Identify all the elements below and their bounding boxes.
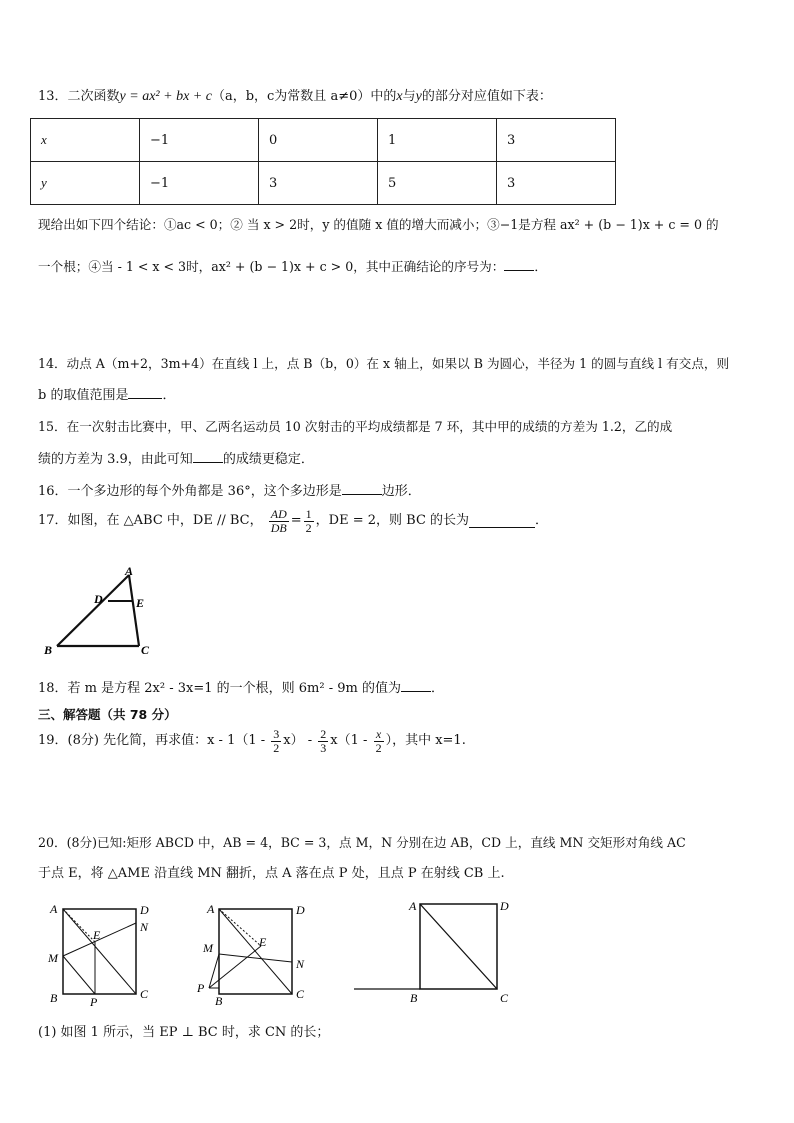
label-e: E — [136, 596, 145, 610]
svg-text:B: B — [50, 991, 58, 1005]
table-row — [31, 162, 616, 205]
dashed-ae — [219, 909, 261, 946]
q13-header: 13．二次函数y = ax² + bx + c（a，b，c为常数且 a≠0）中的x与y的部分对应值如下表： — [38, 89, 552, 104]
svg-text:B: B — [410, 991, 418, 1005]
q20-figure-2 — [195, 896, 320, 1008]
answer-blank[interactable] — [504, 258, 534, 271]
q13-conclusions-line1: 现给出如下四个结论：①ac < 0；② 当 x > 2时，y 的值随 x 值的增大而减小；③−1是方程 ax² + (b − 1)x + c = 0 的 — [38, 217, 719, 232]
side-ab — [57, 575, 129, 646]
svg-text:N: N — [296, 957, 305, 971]
q18-line: 18．若 m 是方程 2x² - 3x=1 的一个根，则 6m² - 9m 的值为 ． — [38, 681, 444, 696]
svg-text:D: D — [500, 899, 509, 913]
q20-line1: 20．(8分)已知:矩形 ABCD 中，AB = 4，BC = 3，点 M，N 分别在边 AB，CD 上，直线 MN 交矩形对角线 AC — [38, 835, 686, 850]
table-cell: 0 — [259, 119, 378, 162]
answer-blank[interactable] — [401, 679, 431, 692]
fraction-half: $\frac{1}{2}$ — [305, 507, 312, 536]
svg-text:P: P — [90, 995, 98, 1008]
table-cell: x — [31, 119, 140, 162]
diagonal-ac — [219, 909, 292, 994]
fraction-x-2: $\frac{x}{2}$ — [375, 727, 382, 756]
section-title: 三、解答题（共 78 分） — [38, 707, 177, 722]
fraction-2-3: $\frac{2}{3}$ — [320, 727, 327, 756]
q20-line2: 于点 E，将 △AME 沿直线 MN 翻折，点 A 落在点 P 处，且点 P 在射线 CB 上. — [38, 866, 505, 881]
q20-figure-3 — [350, 896, 530, 1008]
side-ac — [129, 575, 139, 646]
q13-value-table — [30, 118, 616, 205]
svg-text:N: N — [140, 920, 149, 934]
svg-text:M: M — [48, 951, 58, 965]
q13-conclusions-line2: 一个根；④当 - 1 < x < 3时，ax² + (b − 1)x + c > 0，其中正确结论的序号为： ． — [38, 259, 547, 274]
table-cell: −1 — [140, 162, 259, 205]
svg-text:D: D — [140, 903, 149, 917]
answer-blank[interactable] — [469, 515, 535, 528]
fraction-3-2: $\frac{3}{2}$ — [273, 727, 280, 756]
q15-line2: 绩的方差为 3.9，由此可知 的成绩更稳定． — [38, 452, 314, 467]
line-mn — [219, 954, 292, 962]
label-a: A — [125, 564, 134, 578]
q19-line: 19．(8分) 先化简，再求值：x - 1（1 - $\frac{3}{2}$ x） - $\frac{2}{3}$ x（1 - $\frac{x}{2}$ ），其中 x=1. — [38, 727, 466, 756]
svg-text:B: B — [215, 994, 223, 1008]
q17-triangle-figure — [40, 563, 170, 658]
svg-text:D: D — [296, 903, 305, 917]
fraction-ad-db: $\frac{AD}{DB}$ — [270, 507, 287, 536]
segment-mp — [209, 954, 219, 988]
svg-text:A: A — [409, 899, 417, 913]
svg-text:E: E — [259, 935, 267, 949]
answer-blank[interactable] — [342, 482, 382, 495]
table-cell: 5 — [378, 162, 497, 205]
svg-text:C: C — [140, 987, 149, 1001]
label-d: D — [94, 592, 103, 606]
q13-y-var: y — [119, 89, 126, 104]
segment-mp — [63, 956, 95, 994]
table-cell: 3 — [497, 162, 616, 205]
table-cell: 1 — [378, 119, 497, 162]
q15-line1: 15．在一次射击比赛中，甲、乙两名运动员 10 次射击的平均成绩都是 7 环，其中甲的成绩的方差为 1.2，乙的成 — [38, 419, 673, 434]
q20-figure-1 — [40, 896, 165, 1008]
q16-line: 16．一个多边形的每个外角都是 36°，这个多边形是 边形． — [38, 484, 421, 499]
table-cell: 3 — [259, 162, 378, 205]
svg-text:A: A — [50, 902, 58, 916]
label-b: B — [44, 643, 53, 657]
svg-text:A: A — [207, 902, 215, 916]
q20-sub1: (1) 如图 1 所示，当 EP ⊥ BC 时，求 CN 的长； — [38, 1025, 330, 1040]
answer-blank[interactable] — [128, 386, 162, 399]
table-cell: 3 — [497, 119, 616, 162]
svg-text:M: M — [203, 941, 213, 955]
segment-pe — [209, 946, 261, 988]
q14-line2: b 的取值范围是 ． — [38, 388, 176, 403]
answer-blank[interactable] — [193, 450, 223, 463]
table-row — [31, 119, 616, 162]
q17-line: 17．如图，在 △ABC 中，DE // BC， $\frac{AD}{DB}$ = $\frac{1}{2}$ ，DE = 2，则 BC 的长为 ． — [38, 507, 549, 536]
table-cell: −1 — [140, 119, 259, 162]
svg-text:E: E — [93, 928, 101, 942]
svg-text:P: P — [197, 981, 205, 995]
q13-function: = ax² + bx + c — [125, 89, 212, 104]
table-cell: y — [31, 162, 140, 205]
diagonal-ac — [420, 904, 497, 989]
svg-text:C: C — [500, 991, 509, 1005]
svg-text:C: C — [296, 987, 305, 1001]
label-c: C — [141, 643, 150, 657]
q14-line1: 14．动点 A（m+2，3m+4）在直线 l 上，点 B（b，0）在 x 轴上，如果以 B 为圆心，半径为 1 的圆与直线 l 有交点，则 — [38, 356, 730, 371]
